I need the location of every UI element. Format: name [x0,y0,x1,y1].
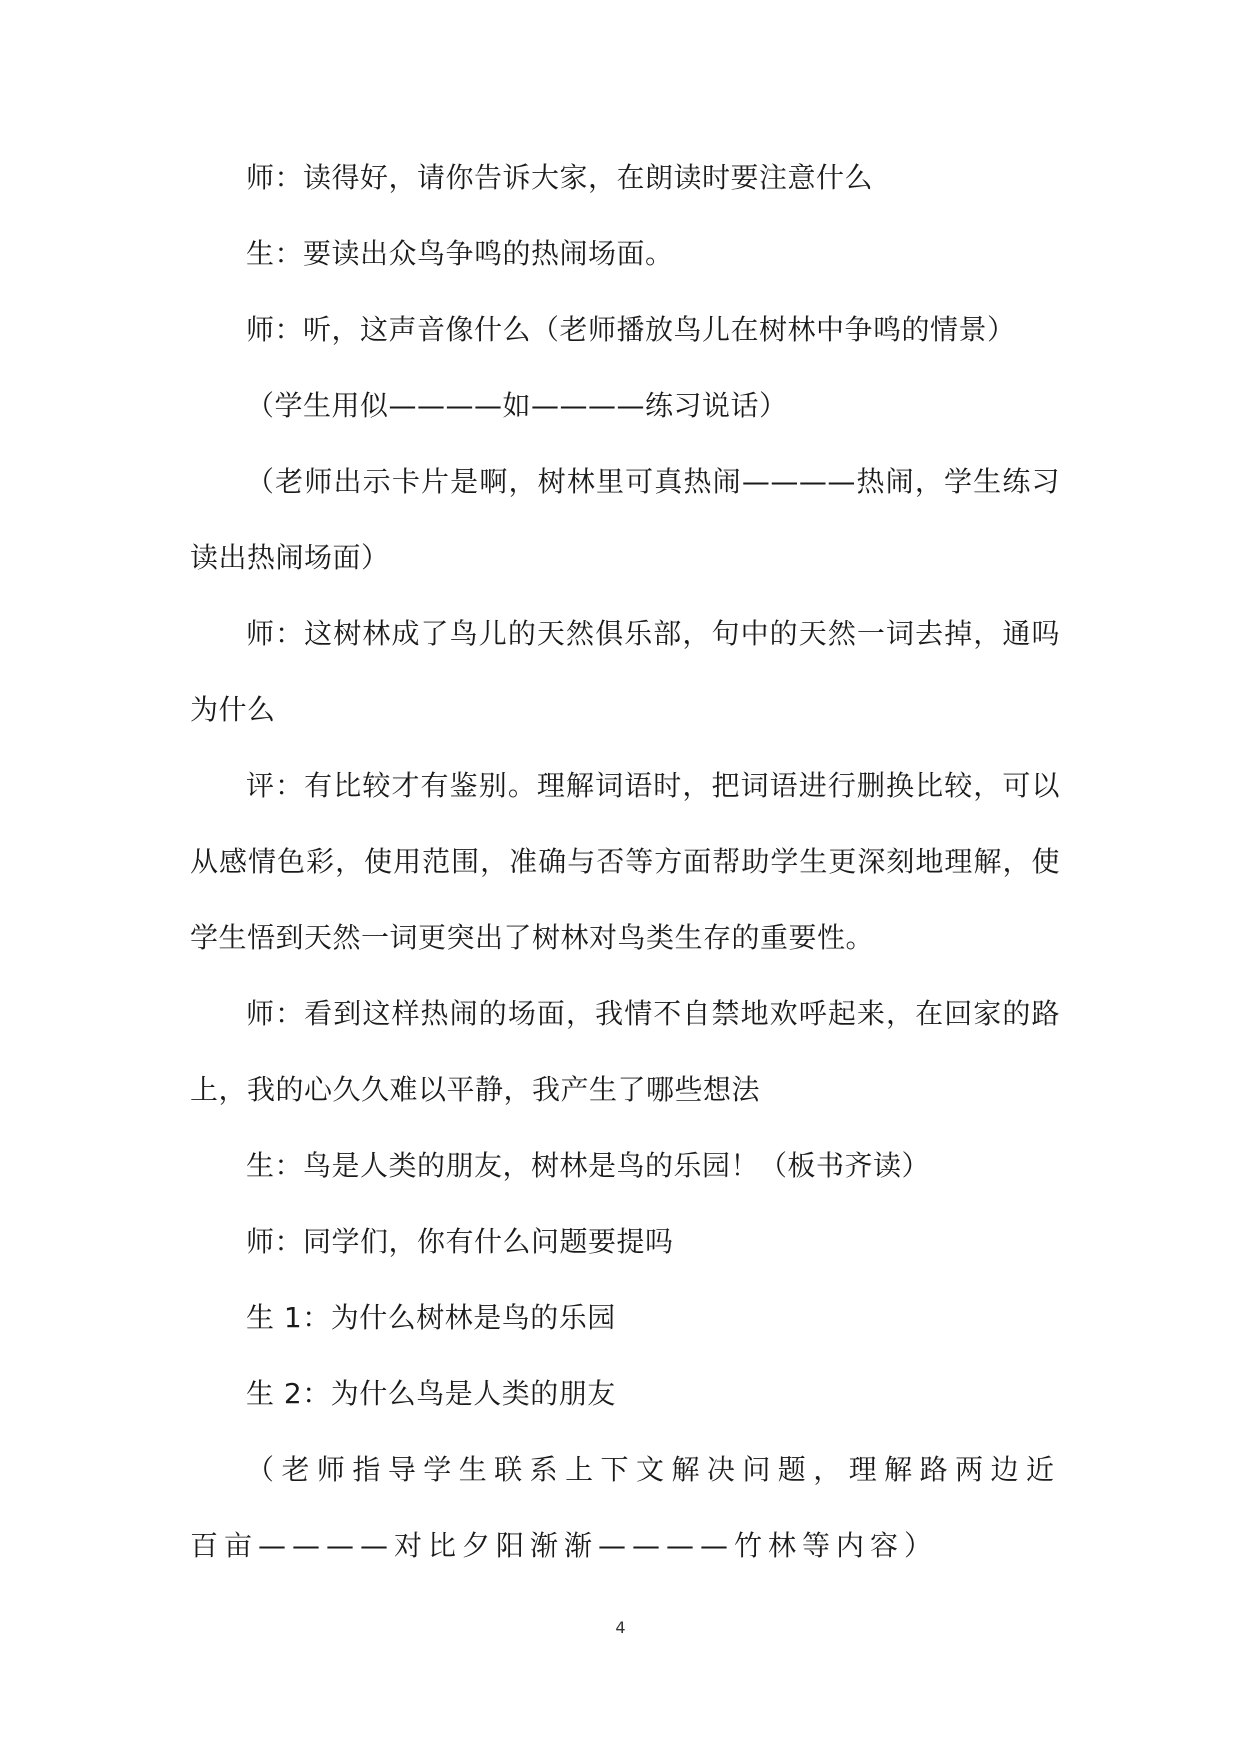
paragraph-student-friends: 生：鸟是人类的朋友，树林是鸟的乐园！（板书齐读） [246,1149,931,1182]
paragraph-teacher-club: 师：这树林成了鸟儿的天然俱乐部，句中的天然一词去掉，通吗为什么 [190,617,1060,726]
paragraph-teacher-guidance: （老师指导学生联系上下文解决问题，理解路两边近百亩————对比夕阳渐渐————竹林等内容） [190,1453,1060,1562]
paragraph-teacher-question: 师：读得好，请你告诉大家，在朗读时要注意什么 [246,161,874,194]
paragraph-student-1: 生 1：为什么树林是鸟的乐园 [246,1301,616,1334]
paragraph-student-practice: （学生用似————如————练习说话） [246,389,788,422]
paragraph-student-2: 生 2：为什么鸟是人类的朋友 [246,1377,616,1410]
paragraph-teacher-listen: 师：听，这声音像什么（老师播放鸟儿在树林中争鸣的情景） [246,313,1016,346]
paragraph-comment: 评：有比较才有鉴别。理解词语时，把词语进行删换比较，可以从感情色彩，使用范围，准确与否等方面帮助学生更深刻地理解，使学生悟到天然一词更突出了树林对鸟类生存的重要性。 [190,769,1060,954]
paragraph-teacher-card: （老师出示卡片是啊，树林里可真热闹————热闹，学生练习读出热闹场面） [190,465,1060,574]
page-number: 4 [615,1618,626,1637]
paragraph-student-answer: 生：要读出众鸟争鸣的热闹场面。 [246,237,674,270]
paragraph-teacher-questions: 师：同学们，你有什么问题要提吗 [246,1225,674,1258]
paragraph-teacher-scene: 师：看到这样热闹的场面，我情不自禁地欢呼起来，在回家的路上，我的心久久难以平静，我产生了哪些想法 [190,997,1060,1106]
text-body [190,140,1060,1584]
